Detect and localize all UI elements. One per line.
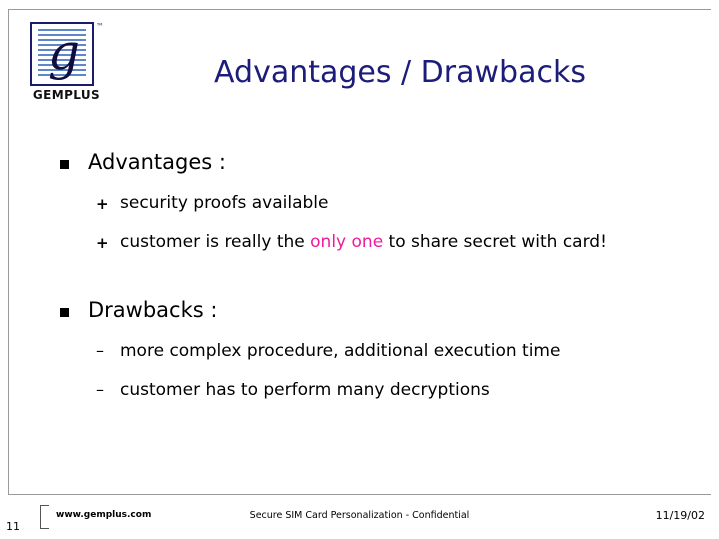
trademark-icon: ™ [96, 22, 104, 31]
list-item-text-highlight: only one [310, 232, 384, 252]
footer-date: 11/19/02 [655, 509, 705, 522]
square-bullet-icon [60, 308, 69, 317]
logo-frame-icon [30, 22, 94, 86]
section-heading-advantages [52, 150, 692, 174]
gemplus-logo [30, 22, 103, 110]
list-item [52, 193, 692, 213]
square-bullet-icon [60, 160, 69, 169]
dash-bullet-icon: – [96, 380, 104, 399]
list-item [52, 232, 692, 252]
section-heading-label: Advantages : [88, 150, 226, 174]
list-item-text: more complex procedure, additional execution time [120, 341, 561, 361]
bottom-divider [8, 494, 711, 495]
list-item-text-post: to share secret with card! [383, 232, 607, 252]
list-item-text: security proofs available [120, 193, 329, 213]
list-item [52, 380, 692, 400]
page-number: 11 [6, 520, 20, 533]
logo-letter: g [47, 23, 80, 81]
logo-wordmark: GEMPLUS [32, 88, 101, 102]
list-item-text-pre: customer is really the [120, 232, 311, 252]
footer-url: www.gemplus.com [56, 510, 152, 520]
section-spacer [52, 252, 692, 298]
slide-body [52, 150, 692, 400]
section-heading-drawbacks [52, 298, 692, 322]
plus-bullet-icon: + [96, 234, 109, 252]
page-title: Advantages / Drawbacks [214, 55, 586, 90]
left-divider [8, 9, 9, 495]
footer-classification: Secure SIM Card Personalization - Confidential [249, 510, 470, 521]
list-item [52, 341, 692, 361]
dash-bullet-icon: – [96, 341, 104, 360]
section-heading-label: Drawbacks : [88, 298, 218, 322]
top-divider [8, 9, 711, 10]
plus-bullet-icon: + [96, 195, 109, 213]
list-item-text: customer has to perform many decryptions [120, 380, 490, 400]
